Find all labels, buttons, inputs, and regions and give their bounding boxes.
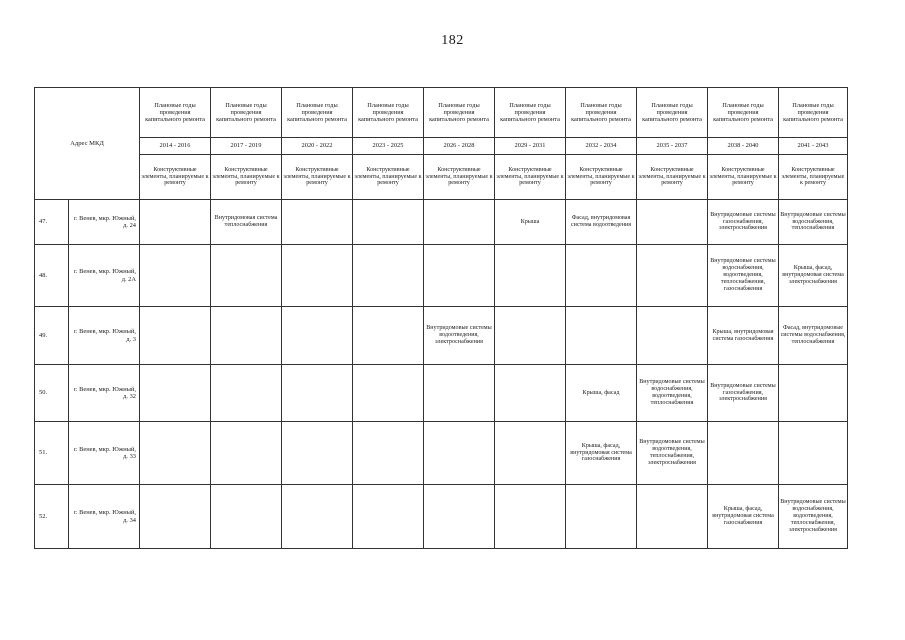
repair-cell: Крыша, фасад, внутридомовая система газоснабжения <box>708 485 779 549</box>
repair-cell <box>211 422 282 485</box>
repair-cell: Крыша, внутридомовая система газоснабжения <box>708 307 779 365</box>
elements-header: Конструктивные элементы, планируемые к ремонту <box>211 155 282 200</box>
repair-cell <box>566 485 637 549</box>
repair-cell <box>495 307 566 365</box>
row-number: 48. <box>35 245 69 307</box>
table-row <box>35 307 848 365</box>
repair-cell <box>495 485 566 549</box>
period-header: 2032 - 2034 <box>566 138 637 155</box>
repair-cell <box>566 245 637 307</box>
repair-cell: Крыша, фасад, внутридомовая система газоснабжения <box>566 422 637 485</box>
period-header: 2020 - 2022 <box>282 138 353 155</box>
repair-cell: Внутридомовые системы водоснабжения, водоотведения, теплоснабжения, электроснабжения <box>779 485 848 549</box>
elements-header: Конструктивные элементы, планируемые к ремонту <box>566 155 637 200</box>
repair-cell <box>353 485 424 549</box>
years-header: Плановые годы проведения капитального ремонта <box>140 88 211 138</box>
repair-cell <box>353 245 424 307</box>
table-row <box>35 200 848 245</box>
years-header: Плановые годы проведения капитального ремонта <box>708 88 779 138</box>
repair-cell <box>353 422 424 485</box>
elements-header: Конструктивные элементы, планируемые к ремонту <box>637 155 708 200</box>
header-periods-row <box>35 138 848 155</box>
row-number: 50. <box>35 365 69 422</box>
repair-cell <box>211 485 282 549</box>
table-row <box>35 485 848 549</box>
elements-header: Конструктивные элементы, планируемые к ремонту <box>708 155 779 200</box>
repair-cell <box>140 245 211 307</box>
building-address: г. Венев, мкр. Южный, д. 33 <box>69 422 140 485</box>
building-address: г. Венев, мкр. Южный, д. 34 <box>69 485 140 549</box>
years-header: Плановые годы проведения капитального ремонта <box>282 88 353 138</box>
years-header: Плановые годы проведения капитального ремонта <box>424 88 495 138</box>
repair-cell: Внутридомовые системы водоотведения, электроснабжения <box>424 307 495 365</box>
repair-cell <box>282 245 353 307</box>
period-header: 2029 - 2031 <box>495 138 566 155</box>
building-address: г. Венев, мкр. Южный, д. 2А <box>69 245 140 307</box>
repair-cell <box>424 245 495 307</box>
row-number: 52. <box>35 485 69 549</box>
elements-header: Конструктивные элементы, планируемые к ремонту <box>140 155 211 200</box>
repair-cell <box>211 365 282 422</box>
repair-cell <box>424 200 495 245</box>
repair-cell <box>424 365 495 422</box>
elements-header: Конструктивные элементы, планируемые к ремонту <box>353 155 424 200</box>
period-header: 2014 - 2016 <box>140 138 211 155</box>
building-address: г. Венев, мкр. Южный, д. 3 <box>69 307 140 365</box>
row-number: 49. <box>35 307 69 365</box>
row-number: 47. <box>35 200 69 245</box>
period-header: 2038 - 2040 <box>708 138 779 155</box>
page-number: 182 <box>441 33 464 48</box>
repair-cell <box>140 422 211 485</box>
repair-cell <box>282 307 353 365</box>
repair-cell <box>140 365 211 422</box>
table-row <box>35 422 848 485</box>
years-header: Плановые годы проведения капитального ремонта <box>495 88 566 138</box>
period-header: 2041 - 2043 <box>779 138 848 155</box>
repair-cell: Внутридомовые системы газоснабжения, электроснабжения <box>708 200 779 245</box>
header-elements-row <box>35 155 848 200</box>
repair-cell: Крыша, фасад, внутридомовая система электроснабжения <box>779 245 848 307</box>
header-years-row <box>35 88 848 138</box>
repair-cell <box>637 245 708 307</box>
period-header: 2017 - 2019 <box>211 138 282 155</box>
repair-cell <box>779 365 848 422</box>
address-column-header: Адрес МКД <box>35 88 140 200</box>
table-row <box>35 245 848 307</box>
row-number: 51. <box>35 422 69 485</box>
repair-cell: Внутридомовые системы водоснабжения, теплоснабжения <box>779 200 848 245</box>
repair-cell <box>140 307 211 365</box>
repair-cell: Внутридомовые системы водоснабжения, водоотведения, теплоснабжения <box>637 365 708 422</box>
years-header: Плановые годы проведения капитального ремонта <box>779 88 848 138</box>
years-header: Плановые годы проведения капитального ремонта <box>211 88 282 138</box>
repair-cell <box>140 200 211 245</box>
repair-cell <box>282 200 353 245</box>
period-header: 2035 - 2037 <box>637 138 708 155</box>
repair-cell: Фасад, внутридомовая система водоотведения <box>566 200 637 245</box>
elements-header: Конструктивные элементы, планируемые к ремонту <box>424 155 495 200</box>
repair-cell: Внутридомовые системы газоснабжения, электроснабжения <box>708 365 779 422</box>
years-header: Плановые годы проведения капитального ремонта <box>353 88 424 138</box>
elements-header: Конструктивные элементы, планируемые к ремонту <box>779 155 848 200</box>
repair-cell: Фасад, внутридомовые системы водоснабжения, теплоснабжения <box>779 307 848 365</box>
repair-cell <box>779 422 848 485</box>
repair-cell <box>211 245 282 307</box>
repair-cell <box>495 422 566 485</box>
repair-cell <box>566 307 637 365</box>
repair-cell <box>708 422 779 485</box>
repair-cell: Внутридомовые системы водоснабжения, водоотведения, теплоснабжения, газоснабжения <box>708 245 779 307</box>
repair-cell <box>424 422 495 485</box>
repair-cell: Внутридомовые системы водоотведения, теплоснабжения, электроснабжения <box>637 422 708 485</box>
period-header: 2026 - 2028 <box>424 138 495 155</box>
table-row <box>35 365 848 422</box>
repair-cell: Крыша <box>495 200 566 245</box>
repair-cell <box>353 365 424 422</box>
repair-cell <box>637 200 708 245</box>
repair-cell <box>140 485 211 549</box>
elements-header: Конструктивные элементы, планируемые к ремонту <box>282 155 353 200</box>
repair-cell <box>495 365 566 422</box>
repair-cell <box>282 485 353 549</box>
building-address: г. Венев, мкр. Южный, д. 24 <box>69 200 140 245</box>
repair-cell <box>282 422 353 485</box>
period-header: 2023 - 2025 <box>353 138 424 155</box>
building-address: г. Венев, мкр. Южный, д. 32 <box>69 365 140 422</box>
repair-cell <box>353 200 424 245</box>
repair-cell <box>211 307 282 365</box>
repair-cell <box>637 485 708 549</box>
repair-cell: Крыша, фасад <box>566 365 637 422</box>
repair-cell <box>495 245 566 307</box>
repair-cell <box>637 307 708 365</box>
repair-cell <box>282 365 353 422</box>
repair-schedule-table <box>34 87 848 549</box>
repair-cell: Внутридомовая система теплоснабжения <box>211 200 282 245</box>
years-header: Плановые годы проведения капитального ремонта <box>566 88 637 138</box>
years-header: Плановые годы проведения капитального ремонта <box>637 88 708 138</box>
repair-cell <box>424 485 495 549</box>
elements-header: Конструктивные элементы, планируемые к ремонту <box>495 155 566 200</box>
repair-cell <box>353 307 424 365</box>
